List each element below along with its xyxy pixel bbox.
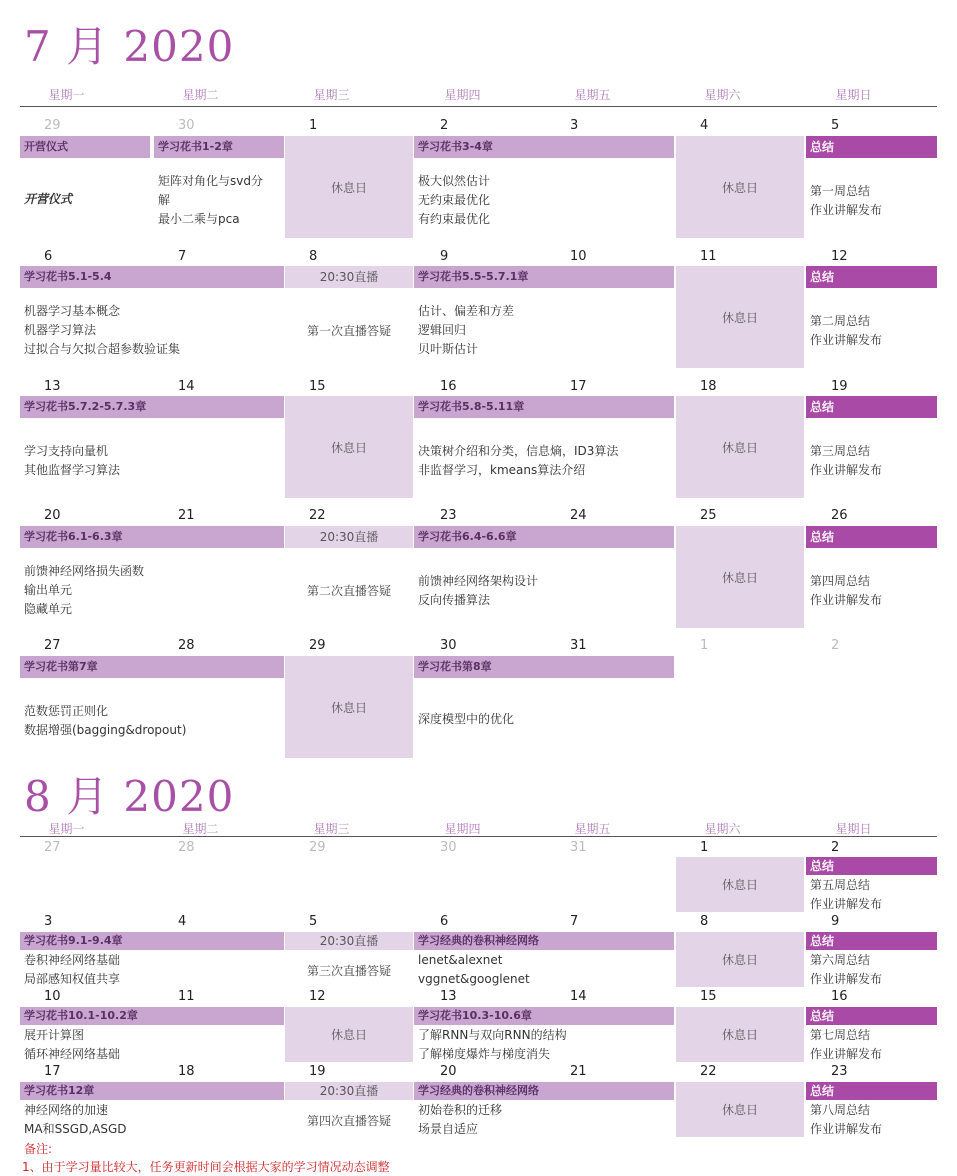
task-bar: 学习花书10.3-10.6章 [414,1007,674,1025]
live-qa-text: 第二次直播答疑 [306,584,391,598]
weekday-mon: 星期一 [48,88,85,102]
day-number: 24 [570,508,587,523]
day-number: 15 [309,379,326,394]
task-description: 估计、偏差和方差 逻辑回归 贝叶斯估计 [418,304,515,356]
weekday-thu: 星期四 [444,822,481,836]
task-description: 决策树介绍和分类，信息熵，ID3算法 非监督学习，kmeans算法介绍 [418,444,619,477]
live-stream-bar: 20:30直播 [285,266,413,288]
day-number: 28 [178,840,195,855]
summary-description: 第四周总结 作业讲解发布 [810,574,883,607]
summary-description: 第七周总结 作业讲解发布 [810,1028,883,1061]
day-number: 3 [570,118,579,133]
day-number: 23 [831,1064,848,1079]
day-number: 29 [309,840,326,855]
day-number: 29 [44,118,61,133]
day-number: 30 [440,840,457,855]
live-qa-text: 第一次直播答疑 [306,324,391,338]
opening-ceremony-text: 开营仪式 [24,192,73,206]
weekday-sat: 星期六 [704,822,741,836]
day-number: 17 [44,1064,61,1079]
day-number: 19 [309,1064,326,1079]
day-number: 30 [178,118,195,133]
summary-bar: 总结 [806,266,937,288]
day-number: 31 [570,638,587,653]
task-bar: 学习花书6.4-6.6章 [414,526,674,548]
rest-day-block: 休息日 [285,136,413,238]
summary-bar: 总结 [806,857,937,875]
day-number: 5 [831,118,840,133]
weekday-fri: 星期五 [574,822,611,836]
day-number: 27 [44,638,61,653]
day-number: 11 [178,989,195,1004]
rest-day-block: 休息日 [285,396,413,498]
task-bar: 学习花书3-4章 [414,136,674,158]
day-number: 4 [178,914,187,929]
task-description: 展开计算图 循环神经网络基础 [24,1028,121,1061]
task-bar: 学习花书5.1-5.4 [20,266,284,288]
task-bar: 学习花书12章 [20,1082,284,1100]
live-qa-text: 第三次直播答疑 [306,964,391,978]
day-number: 17 [570,379,587,394]
live-qa-text: 第四次直播答疑 [306,1114,391,1128]
day-number: 15 [700,989,717,1004]
day-number: 9 [831,914,840,929]
day-number: 1 [700,840,709,855]
task-description: lenet&alexnet vggnet&googlenet [418,953,530,986]
day-number: 21 [570,1064,587,1079]
day-number: 8 [309,249,318,264]
day-number: 13 [44,379,61,394]
weekday-thu: 星期四 [444,88,481,102]
day-number: 12 [309,989,326,1004]
rest-day-block: 休息日 [676,136,804,238]
rest-day-block: 休息日 [676,1082,804,1137]
rest-day-block: 休息日 [676,857,804,912]
day-number: 2 [831,638,840,653]
day-number: 6 [44,249,53,264]
summary-description: 第六周总结 作业讲解发布 [810,953,883,986]
task-bar: 学习经典的卷积神经网络 [414,932,674,950]
day-number: 22 [309,508,326,523]
day-number: 13 [440,989,457,1004]
task-description: 前馈神经网络损失函数 输出单元 隐藏单元 [24,564,145,616]
task-description: 范数惩罚正则化 数据增强(bagging&dropout) [24,704,187,737]
day-number: 27 [44,840,61,855]
july-month-title: 7 月 2020 [24,22,235,71]
task-description: 机器学习基本概念 机器学习算法 过拟合与欠拟合超参数验证集 [24,304,181,356]
august-header-rule [20,836,937,837]
rest-day-block: 休息日 [285,656,413,758]
day-number: 26 [831,508,848,523]
day-number: 7 [178,249,187,264]
summary-bar: 总结 [806,932,937,950]
task-description: 极大似然估计 无约束最优化 有约束最优化 [418,174,491,226]
task-bar: 学习花书第8章 [414,656,674,678]
task-description: 学习支持向量机 其他监督学习算法 [24,444,121,477]
rest-day-block: 休息日 [676,1007,804,1062]
summary-description: 第八周总结 作业讲解发布 [810,1103,883,1136]
task-description: 神经网络的加速 MA和SSGD,ASGD [24,1103,127,1136]
task-bar-opening: 开营仪式 [20,136,150,158]
task-bar: 学习花书5.5-5.7.1章 [414,266,674,288]
day-number: 2 [831,840,840,855]
day-number: 9 [440,249,449,264]
task-bar: 学习花书10.1-10.2章 [20,1007,284,1025]
notes-text: 1、由于学习量比较大，任务更新时间会根据大家的学习情况动态调整 [22,1160,390,1174]
weekday-mon: 星期一 [48,822,85,836]
day-number: 29 [309,638,326,653]
rest-day-block: 休息日 [676,266,804,368]
day-number: 30 [440,638,457,653]
day-number: 22 [700,1064,717,1079]
rest-day-block: 休息日 [676,396,804,498]
rest-day-block: 休息日 [676,932,804,987]
day-number: 14 [178,379,195,394]
summary-bar: 总结 [806,1082,937,1100]
live-stream-bar: 20:30直播 [285,932,413,950]
task-description: 深度模型中的优化 [418,712,515,726]
day-number: 5 [309,914,318,929]
weekday-sun: 星期日 [835,822,872,836]
task-description: 初始卷积的迁移 场景自适应 [418,1103,503,1136]
august-month-title: 8 月 2020 [24,772,235,821]
weekday-tue: 星期二 [182,822,219,836]
rest-day-block: 休息日 [676,526,804,628]
weekday-tue: 星期二 [182,88,219,102]
weekday-sun: 星期日 [835,88,872,102]
summary-bar: 总结 [806,1007,937,1025]
day-number: 25 [700,508,717,523]
task-bar: 学习花书6.1-6.3章 [20,526,284,548]
day-number: 10 [44,989,61,1004]
summary-bar: 总结 [806,136,937,158]
task-bar: 学习花书5.7.2-5.7.3章 [20,396,284,418]
task-description: 前馈神经网络架构设计 反向传播算法 [418,574,539,607]
day-number: 7 [570,914,579,929]
summary-description: 第一周总结 作业讲解发布 [810,184,883,217]
task-description: 矩阵对角化与svd分 解 最小二乘与pca [158,174,263,226]
task-bar: 学习花书1-2章 [154,136,284,158]
day-number: 31 [570,840,587,855]
day-number: 6 [440,914,449,929]
weekday-wed: 星期三 [313,88,350,102]
weekday-wed: 星期三 [313,822,350,836]
weekday-fri: 星期五 [574,88,611,102]
day-number: 2 [440,118,449,133]
day-number: 19 [831,379,848,394]
live-stream-bar: 20:30直播 [285,1082,413,1100]
rest-day-block: 休息日 [285,1007,413,1062]
july-header-rule [20,106,937,107]
task-description: 了解RNN与双向RNN的结构 了解梯度爆炸与梯度消失 [418,1028,567,1061]
live-stream-bar: 20:30直播 [285,526,413,548]
day-number: 10 [570,249,587,264]
day-number: 11 [700,249,717,264]
day-number: 1 [309,118,318,133]
task-bar: 学习花书9.1-9.4章 [20,932,284,950]
task-description: 卷积神经网络基础 局部感知权值共享 [24,953,121,986]
day-number: 16 [440,379,457,394]
weekday-sat: 星期六 [704,88,741,102]
summary-bar: 总结 [806,396,937,418]
summary-description: 第三周总结 作业讲解发布 [810,444,883,477]
day-number: 16 [831,989,848,1004]
summary-bar: 总结 [806,526,937,548]
task-bar: 学习经典的卷积神经网络 [414,1082,674,1100]
day-number: 8 [700,914,709,929]
day-number: 4 [700,118,709,133]
day-number: 1 [700,638,709,653]
day-number: 28 [178,638,195,653]
day-number: 23 [440,508,457,523]
day-number: 14 [570,989,587,1004]
day-number: 3 [44,914,53,929]
day-number: 18 [700,379,717,394]
task-bar: 学习花书第7章 [20,656,284,678]
summary-description: 第二周总结 作业讲解发布 [810,314,883,347]
day-number: 21 [178,508,195,523]
summary-description: 第五周总结 作业讲解发布 [810,878,883,911]
task-bar: 学习花书5.8-5.11章 [414,396,674,418]
day-number: 18 [178,1064,195,1079]
notes-label: 备注: [24,1142,53,1156]
day-number: 12 [831,249,848,264]
day-number: 20 [44,508,61,523]
day-number: 20 [440,1064,457,1079]
